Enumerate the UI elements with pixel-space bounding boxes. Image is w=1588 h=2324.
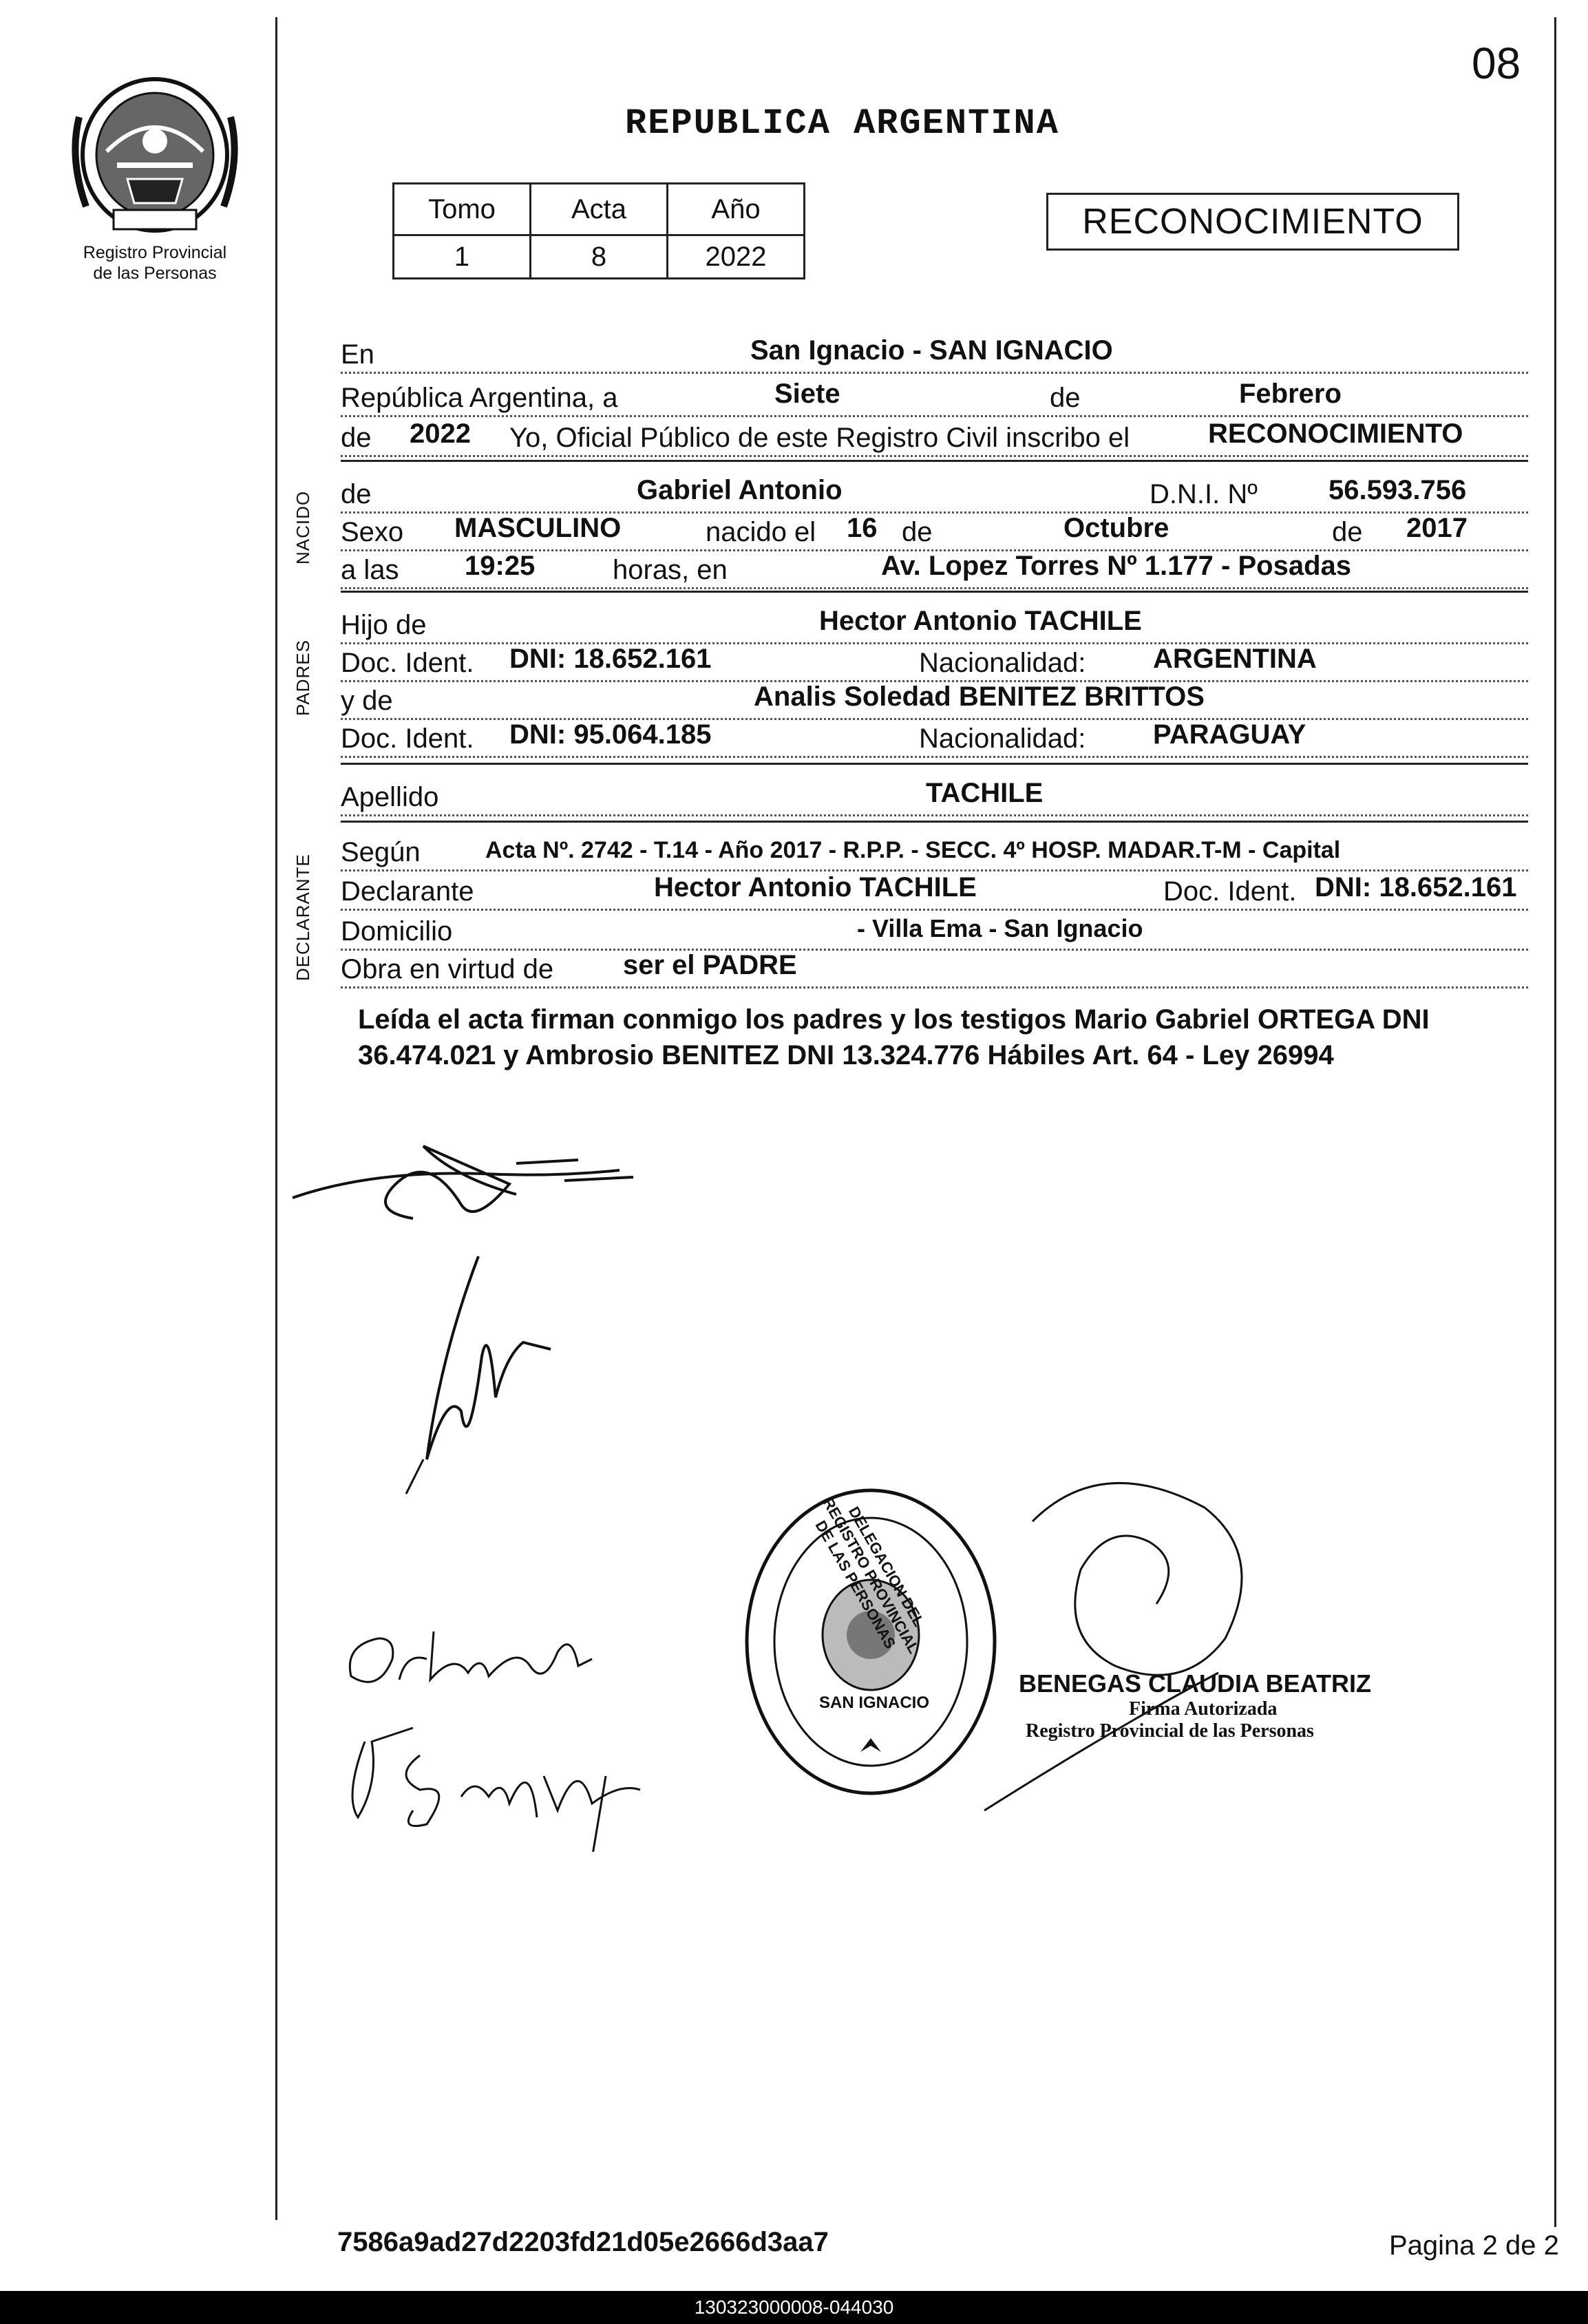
- side-label-padres: PADRES: [293, 640, 313, 716]
- value-lugar: Av. Lopez Torres Nº 1.177 - Posadas: [881, 551, 1351, 581]
- seal-text: DELEGACION DEL REGISTRO PROVINCIAL DE LAS PERSONAS: [812, 1494, 928, 1657]
- label-apellido: Apellido: [341, 782, 439, 812]
- row-madre: [341, 678, 1528, 720]
- official-stamp: [1019, 1669, 1371, 1742]
- document-hash: 7586a9ad27d2203fd21d05e2666d3aa7: [337, 2227, 829, 2257]
- page-number: 08: [1472, 39, 1521, 88]
- signature-madre: [385, 1253, 564, 1514]
- seal-center-text: SAN IGNACIO: [818, 1693, 929, 1712]
- row-nombre: [341, 472, 1528, 514]
- label-segun: Según: [341, 837, 421, 867]
- label-decl-doc: Doc. Ident.: [1163, 876, 1297, 907]
- value-declarante: Hector Antonio TACHILE: [654, 872, 977, 902]
- value-decl-doc: DNI: 18.652.161: [1315, 872, 1517, 902]
- row-en: [341, 332, 1528, 374]
- value-apellido: TACHILE: [926, 778, 1044, 808]
- label-doc: Doc. Ident.: [341, 723, 474, 754]
- section-divider: [341, 821, 1528, 823]
- header-anio: Año: [668, 184, 805, 235]
- label-de: de: [1050, 383, 1081, 413]
- label-nacionalidad: Nacionalidad:: [919, 648, 1086, 678]
- value-en: San Ignacio - SAN IGNACIO: [750, 335, 1113, 366]
- label-nacido: nacido el: [706, 517, 816, 547]
- label-hora: a las: [341, 555, 399, 585]
- label-en: En: [341, 339, 374, 370]
- value-obra: ser el PADRE: [623, 950, 797, 980]
- value-anio: 2022: [668, 235, 805, 279]
- value-anio: 2022: [410, 419, 471, 449]
- side-label-nacido: NACIDO: [293, 490, 313, 564]
- value-madre-nac: PARAGUAY: [1153, 719, 1306, 750]
- row-obra: [341, 947, 1528, 989]
- value-dni: 56.593.756: [1328, 475, 1467, 505]
- label-republica: República Argentina, a: [341, 383, 618, 413]
- value-inscribo: RECONOCIMIENTO: [1208, 419, 1463, 449]
- logo-caption: Registro Provincial de las Personas: [83, 243, 227, 283]
- section-divider: [341, 460, 1528, 462]
- value-segun: Acta Nº. 2742 - T.14 - Año 2017 - R.P.P. - SECC. 4º HOSP. MADAR.T-M - Capital: [485, 837, 1341, 863]
- footer-code: 130323000008-044030: [0, 2291, 1588, 2324]
- row-declarante: [341, 869, 1528, 911]
- value-sexo: MASCULINO: [454, 513, 622, 543]
- header-acta: Acta: [531, 184, 668, 235]
- label-dni: D.N.I. Nº: [1150, 479, 1258, 509]
- act-type-box: RECONOCIMIENTO: [1046, 193, 1459, 251]
- label-doc: Doc. Ident.: [341, 648, 474, 678]
- label-horas-en: horas, en: [613, 555, 728, 585]
- label-nombre: de: [341, 479, 372, 509]
- value-dia: Siete: [774, 379, 840, 409]
- header-tomo: Tomo: [394, 184, 531, 235]
- value-tomo: 1: [394, 235, 531, 279]
- label-nac-de: de: [902, 517, 933, 547]
- left-margin-line: [275, 17, 277, 2220]
- value-nac-anio: 2017: [1406, 513, 1468, 543]
- row-domicilio: [341, 909, 1528, 951]
- value-nac-mes: Octubre: [1063, 513, 1169, 543]
- value-padre: Hector Antonio TACHILE: [819, 606, 1142, 636]
- side-label-declarante: DECLARANTE: [293, 854, 313, 981]
- value-acta: 8: [531, 235, 668, 279]
- label-hijo: Hijo de: [341, 610, 427, 640]
- label-obra: Obra en virtud de: [341, 954, 554, 984]
- signature-ortega: [337, 1611, 613, 1700]
- signature-official: [977, 1466, 1363, 1824]
- label-yde: y de: [341, 686, 393, 716]
- row-segun: [341, 830, 1528, 872]
- value-madre: Analis Soledad BENITEZ BRITTOS: [754, 682, 1205, 712]
- province-seal-logo: [65, 76, 244, 234]
- registry-table: [392, 182, 805, 279]
- value-nac-dia: 16: [847, 513, 878, 543]
- row-hora: [341, 547, 1528, 589]
- label-de-anio: de: [341, 423, 372, 453]
- signature-benitez: [330, 1714, 661, 1852]
- right-margin-line: [1554, 17, 1556, 2227]
- value-nombre: Gabriel Antonio: [637, 475, 843, 505]
- row-padre-doc: [341, 640, 1528, 682]
- label-nac-de2: de: [1332, 517, 1363, 547]
- section-divider: [341, 763, 1528, 765]
- value-mes: Febrero: [1239, 379, 1342, 409]
- official-org: Registro Provincial de las Personas: [1026, 1720, 1314, 1742]
- row-madre-doc: [341, 716, 1528, 758]
- label-sexo: Sexo: [341, 517, 404, 547]
- value-padre-doc: DNI: 18.652.161: [509, 644, 712, 674]
- value-domicilio: - Villa Ema - San Ignacio: [857, 914, 1143, 942]
- row-hijo: [341, 602, 1528, 644]
- section-divider: [341, 591, 1528, 593]
- signature-declarante: [289, 1122, 647, 1232]
- label-nacionalidad: Nacionalidad:: [919, 723, 1086, 754]
- value-padre-nac: ARGENTINA: [1153, 644, 1317, 674]
- closing-note: Leída el acta firman conmigo los padres y los testigos Mario Gabriel ORTEGA DNI 36.474.021 y Ambrosio BENITEZ DNI 13.324.776 Hábiles Art. 64 - Ley 26994: [358, 1004, 1430, 1070]
- row-fecha: [341, 375, 1528, 417]
- value-hora: 19:25: [465, 551, 536, 581]
- label-inscribo: Yo, Oficial Público de este Registro Civil inscribo el: [509, 423, 1130, 453]
- official-role: Firma Autorizada: [1129, 1698, 1278, 1720]
- official-name: BENEGAS CLAUDIA BEATRIZ: [1019, 1669, 1371, 1698]
- row-sexo: [341, 509, 1528, 551]
- page-indicator: Pagina 2 de 2: [1389, 2230, 1559, 2261]
- row-inscribo: [341, 415, 1528, 457]
- row-apellido: [341, 774, 1528, 816]
- label-domicilio: Domicilio: [341, 916, 453, 947]
- value-madre-doc: DNI: 95.064.185: [509, 719, 712, 750]
- document-title: REPUBLICA ARGENTINA: [625, 103, 1059, 144]
- label-declarante: Declarante: [341, 876, 474, 907]
